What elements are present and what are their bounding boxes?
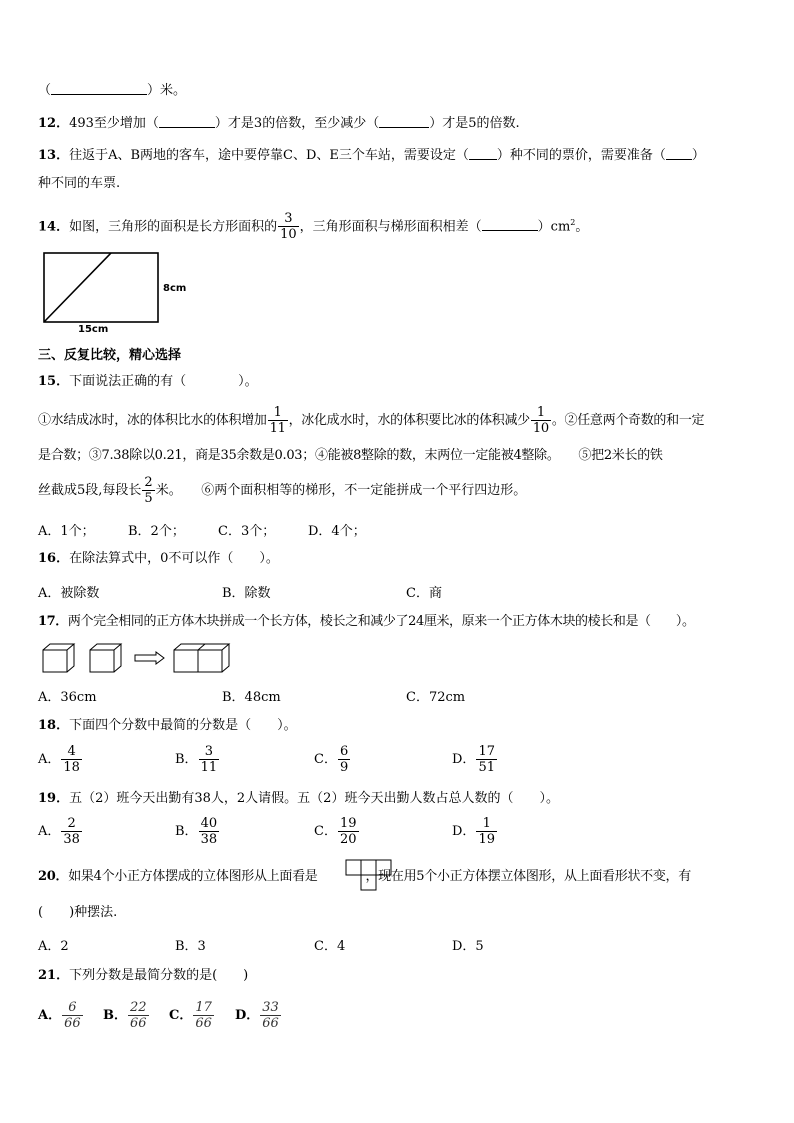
denominator: 51 (478, 760, 495, 775)
text: 在除法算式中，0不可以作（ ）。 (69, 551, 279, 566)
option-label: B． (103, 1008, 127, 1023)
option-b[interactable]: B．除数 (222, 586, 271, 601)
question-21 (38, 967, 248, 985)
fraction (142, 475, 154, 506)
text: ）才是3的倍数，至少减少（ (214, 116, 380, 131)
figure-height-label: 8cm (163, 283, 187, 294)
figure-width-label: 15cm (78, 324, 109, 335)
answer-blank[interactable] (379, 115, 429, 128)
numerator: 40 (200, 816, 218, 831)
text: ，冰化成水时，水的体积要比冰的体积减少 (288, 413, 530, 428)
denominator: 66 (64, 1016, 81, 1031)
question-number: 20． (38, 869, 69, 884)
option-a[interactable]: A．1个； (38, 524, 95, 539)
continued-answer-line (38, 82, 186, 100)
fraction (62, 1000, 83, 1031)
denominator: 38 (200, 832, 218, 847)
text: 如图，三角形的面积是长方形面积的 (69, 219, 278, 235)
option-d[interactable] (452, 744, 498, 775)
answer-blank[interactable] (482, 218, 538, 231)
option-label: D． (235, 1008, 260, 1023)
text: ①水结成冰时，冰的体积比水的体积增加 (38, 413, 267, 428)
text: 往返于A、B两地的客车，途中要停靠C、D、E三个车站，需要设定（ (69, 148, 469, 163)
fraction (260, 1000, 281, 1031)
denominator: 10 (280, 227, 297, 243)
text: 493至少增加（ (69, 116, 159, 131)
question-13-line2: 种不同的车票. (38, 176, 121, 191)
fraction (338, 744, 350, 775)
denominator: 38 (63, 832, 80, 847)
numerator: 17 (195, 1000, 212, 1015)
option-c[interactable]: C．商 (406, 586, 442, 601)
option-c[interactable]: C．3个； (218, 524, 276, 539)
fraction (199, 816, 220, 847)
denominator: 11 (200, 760, 218, 775)
option-a[interactable] (38, 744, 83, 775)
text: ）种不同的票价，需要准备（ (496, 148, 666, 163)
text: 。 (575, 219, 589, 235)
fraction (476, 816, 497, 847)
option-a[interactable]: A．被除数 (38, 586, 100, 601)
denominator: 9 (339, 760, 349, 775)
numerator: 1 (476, 816, 497, 832)
text: 两个完全相同的正方体木块拼成一个长方体，棱长之和减少了24厘米，原来一个正方体木块的棱长和是（ ）。 (67, 614, 695, 629)
option-label: D． (452, 824, 476, 839)
question-15-statement-3 (38, 474, 526, 508)
question-20-line2: ( )种摆法. (38, 905, 118, 920)
fraction (199, 744, 220, 775)
question-15-statement-2: 是合数；③7.38除以0.21，商是35余数是0.03；④能被8整除的数，末两位一定能被4整除。 ⑤把2米长的铁 (38, 448, 663, 463)
numerator: 3 (199, 744, 220, 760)
question-17 (38, 613, 695, 631)
text: 下列分数是最简分数的是( ) (69, 968, 249, 983)
question-number: 21． (38, 968, 70, 983)
text: （ (38, 83, 52, 98)
option-a[interactable]: A．2 (38, 939, 69, 954)
question-number: 13． (38, 148, 70, 163)
arrow-icon (135, 652, 164, 664)
option-label: D． (452, 752, 476, 767)
cube-1 (43, 644, 74, 672)
option-c[interactable] (314, 744, 351, 775)
denominator: 66 (262, 1016, 279, 1031)
text: 米。 ⑥两个面积相等的梯形，不一定能拼成一个平行四边形。 (155, 483, 527, 498)
option-c[interactable]: C．72cm (406, 690, 466, 705)
denominator: 19 (478, 832, 495, 847)
option-label: C． (169, 1008, 193, 1023)
denominator: 66 (130, 1016, 147, 1031)
numerator: 6 (62, 1000, 83, 1016)
text: ） (691, 148, 705, 163)
option-label: B． (175, 752, 198, 767)
option-label: A． (38, 1008, 62, 1023)
question-13 (38, 147, 705, 165)
answer-blank[interactable] (666, 147, 692, 160)
option-c[interactable] (169, 1000, 215, 1031)
fraction (476, 744, 497, 775)
question-16 (38, 550, 279, 568)
fraction (61, 816, 82, 847)
fraction (278, 211, 299, 242)
denominator: 18 (63, 760, 80, 775)
question-14 (38, 206, 588, 244)
text: ）米。 (147, 83, 187, 98)
option-d[interactable] (235, 1000, 282, 1031)
option-label: A． (38, 824, 61, 839)
numerator: 19 (339, 816, 357, 831)
unit-superscript: 2 (570, 218, 576, 227)
diagonal-line (44, 253, 111, 322)
numerator: 4 (61, 744, 82, 760)
numerator: 1 (531, 405, 551, 421)
numerator: 2 (144, 475, 153, 490)
question-number: 16． (38, 551, 70, 566)
option-c[interactable] (314, 816, 360, 847)
option-d[interactable]: D．5 (452, 939, 484, 954)
text: 如果4个小正方体摆成的立体图形从上面看是 (68, 869, 318, 884)
fraction (128, 1000, 149, 1031)
fraction (531, 405, 551, 436)
question-number: 17． (38, 614, 68, 629)
cubes-figure (40, 642, 260, 678)
denominator: 5 (144, 491, 153, 506)
text: ）才是5的倍数. (429, 116, 520, 131)
answer-blank[interactable] (51, 82, 147, 95)
option-b[interactable] (175, 816, 220, 847)
numerator: 2 (61, 816, 82, 832)
option-c[interactable]: C．4 (314, 939, 346, 954)
option-label: B． (175, 824, 198, 839)
option-a[interactable]: A．36cm (38, 690, 97, 705)
text: 丝截成5段,每段长 (38, 483, 142, 498)
text: ，三角形面积与梯形面积相差（ (299, 219, 482, 235)
question-number: 14． (38, 219, 70, 235)
numerator: 22 (130, 1000, 147, 1015)
top-view-shape (345, 859, 395, 891)
question-15 (38, 373, 258, 391)
question-18 (38, 717, 297, 735)
numerator: 17 (478, 744, 495, 759)
cube-2 (90, 644, 121, 672)
text: ）cm (537, 219, 571, 235)
text: 下面说法正确的有（ ）。 (69, 374, 258, 389)
option-d[interactable]: D．4个； (308, 524, 366, 539)
fraction (268, 405, 288, 436)
numerator: 1 (268, 405, 288, 421)
option-b[interactable]: B．48cm (222, 690, 281, 705)
question-number: 18． (38, 718, 70, 733)
option-a[interactable] (38, 816, 83, 847)
numerator: 33 (262, 1000, 279, 1015)
fraction (338, 816, 359, 847)
question-15-statement-1 (38, 404, 704, 438)
section-title: 三、反复比较，精心选择 (38, 348, 182, 363)
option-label: A． (38, 752, 61, 767)
denominator: 11 (269, 421, 286, 436)
fraction (193, 1000, 214, 1031)
rectangle-figure (40, 250, 200, 340)
option-b[interactable]: B．2个； (128, 524, 185, 539)
denominator: 20 (339, 832, 357, 847)
denominator: 10 (532, 421, 549, 436)
option-a[interactable] (38, 1000, 84, 1031)
numerator: 3 (278, 211, 299, 227)
cuboid (174, 644, 229, 672)
fraction (61, 744, 82, 775)
denominator: 66 (195, 1016, 212, 1031)
text: 五（2）班今天出勤有38人，2人请假。五（2）班今天出勤人数占总人数的（ ）。 (69, 791, 559, 806)
question-number: 19． (38, 791, 70, 806)
option-b[interactable]: B．3 (175, 939, 206, 954)
option-label: C． (314, 752, 337, 767)
option-b[interactable] (103, 1000, 150, 1031)
question-number: 12． (38, 116, 70, 131)
answer-blank[interactable] (469, 147, 497, 160)
text: 。②任意两个奇数的和一定 (551, 413, 705, 428)
question-12 (38, 115, 520, 133)
question-19 (38, 790, 559, 808)
text: 下面四个分数中最简的分数是（ ）。 (69, 718, 297, 733)
option-label: C． (314, 824, 337, 839)
answer-blank[interactable] (159, 115, 215, 128)
option-b[interactable] (175, 744, 220, 775)
option-d[interactable] (452, 816, 498, 847)
text: ，现在用5个小正方体摆立体图形，从上面看形状不变，有 (365, 869, 691, 884)
question-number: 15． (38, 374, 70, 389)
numerator: 6 (339, 744, 349, 759)
